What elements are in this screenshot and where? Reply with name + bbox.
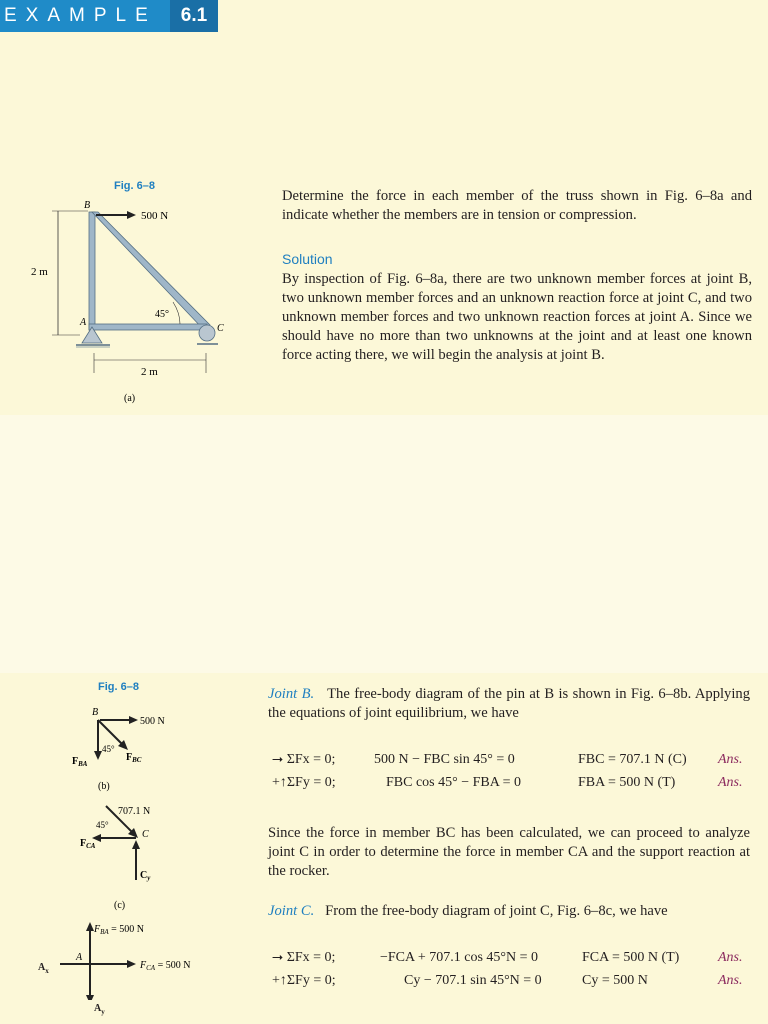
fig-d-ay-label: $A_y$ bbox=[94, 1003, 105, 1016]
member-ab bbox=[89, 212, 95, 330]
solution-heading: Solution bbox=[282, 251, 333, 267]
joint-b-paragraph bbox=[268, 685, 750, 723]
fig-d-ax-label: $A_x$ bbox=[38, 962, 49, 975]
fig-b-fba-label: $F_{BA}$ bbox=[72, 756, 88, 768]
joint-a-label: A bbox=[80, 317, 87, 328]
joint-b-eq1-ans: Ans. bbox=[718, 752, 743, 767]
joint-c-eq1-ans: Ans. bbox=[718, 950, 743, 965]
fig-c-joint-label: C bbox=[142, 829, 149, 840]
joint-b-heading: Joint B. bbox=[268, 686, 315, 702]
member-bc bbox=[92, 212, 210, 330]
fig-b-caption: (b) bbox=[98, 781, 110, 792]
fig-c-cy-label: $C_y$ bbox=[140, 870, 151, 882]
fig-d-fba-label: $F_{BA} = 500$ N bbox=[94, 924, 145, 936]
example-label: EXAMPLE bbox=[0, 0, 170, 32]
joint-b-eq2-ans: Ans. bbox=[718, 775, 743, 790]
joint-c-eq2-result: Cy = 500 N bbox=[582, 973, 648, 988]
joint-c-intro: Since the force in member BC has been calculated, we can proceed to analyze joint C in order to determine the force in member CA and the support reaction at the rocker. bbox=[268, 825, 750, 879]
example-header bbox=[0, 0, 218, 32]
force-label: 500 N bbox=[141, 210, 169, 222]
solution-text: By inspection of Fig. 6–8a, there are two unknown member forces at joint B, two unknown member forces and an unknown reaction force at joint C, and two unknown member forces and two unknown reaction forces at joint A. Since we should have no more than two unknowns at the joint and at least one known force acting there, we will begin the analysis at joint B. bbox=[282, 271, 752, 363]
member-ac bbox=[89, 324, 207, 330]
joint-b-eq2-mid: FBC cos 45° − FBA = 0 bbox=[386, 775, 521, 790]
fig-b-force-label: 500 N bbox=[140, 716, 165, 727]
fig-d-fca-label: $F_{CA} = 500$ N bbox=[140, 960, 191, 972]
joint-c-heading: Joint C. bbox=[268, 903, 315, 919]
fig-c-caption: (c) bbox=[114, 900, 126, 911]
fig-b-fbc-label: $F_{BC}$ bbox=[126, 752, 142, 764]
free-body-diagrams bbox=[60, 700, 260, 1000]
truss-figure-a bbox=[0, 195, 260, 410]
fig-d-joint-label: A bbox=[76, 952, 83, 963]
joint-c-paragraph bbox=[268, 902, 750, 921]
joint-c-eq2-mid: Cy − 707.1 sin 45°N = 0 bbox=[404, 973, 542, 988]
angle-label: 45° bbox=[155, 309, 169, 320]
joint-c-text: From the free-body diagram of joint C, Fig. 6–8c, we have bbox=[325, 903, 668, 919]
fig-c-angle-label: 45° bbox=[96, 820, 109, 830]
joint-c-eq2-left: +↑ΣFy = 0; bbox=[272, 973, 336, 988]
fig-b-angle-label: 45° bbox=[102, 744, 115, 754]
joint-c-eq1-result: FCA = 500 N (T) bbox=[582, 950, 680, 965]
joint-c-eq2-ans: Ans. bbox=[718, 973, 743, 988]
fig-a-caption: (a) bbox=[124, 393, 136, 404]
joint-c-label: C bbox=[217, 323, 224, 334]
height-dimension-label: 2 m bbox=[31, 266, 48, 278]
fig-b-joint-label: B bbox=[92, 707, 99, 718]
fig-c-force-label: 707.1 N bbox=[118, 806, 151, 817]
joint-b-eq1-result: FBC = 707.1 N (C) bbox=[578, 752, 687, 767]
fig-a-label: Fig. 6–8 bbox=[114, 180, 155, 192]
fig-c-fca-label: $F_{CA}$ bbox=[80, 838, 96, 850]
fig-b-label: Fig. 6–8 bbox=[98, 681, 139, 693]
joint-b-label: B bbox=[84, 200, 91, 211]
joint-b-eq2-left: +↑ΣFy = 0; bbox=[272, 775, 336, 790]
rocker-support bbox=[199, 325, 215, 341]
blank-band bbox=[0, 415, 768, 673]
joint-b-text: The free-body diagram of the pin at B is shown in Fig. 6–8b. Applying the equations of joint equilibrium, we have bbox=[268, 686, 750, 721]
joint-c-eq1-left: ⭢ ΣFx = 0; bbox=[272, 950, 336, 965]
joint-b-eq1-left: ⭢ ΣFx = 0; bbox=[272, 752, 336, 767]
joint-b-eq2-result: FBA = 500 N (T) bbox=[578, 775, 676, 790]
problem-statement: Determine the force in each member of the truss shown in Fig. 6–8a and indicate whether the members are in tension or compression. bbox=[282, 188, 752, 223]
joint-c-eq1-mid: −FCA + 707.1 cos 45°N = 0 bbox=[380, 950, 539, 965]
width-dimension-label: 2 m bbox=[141, 366, 158, 378]
joint-b-eq1-mid: 500 N − FBC sin 45° = 0 bbox=[374, 752, 515, 767]
example-number: 6.1 bbox=[170, 0, 218, 32]
